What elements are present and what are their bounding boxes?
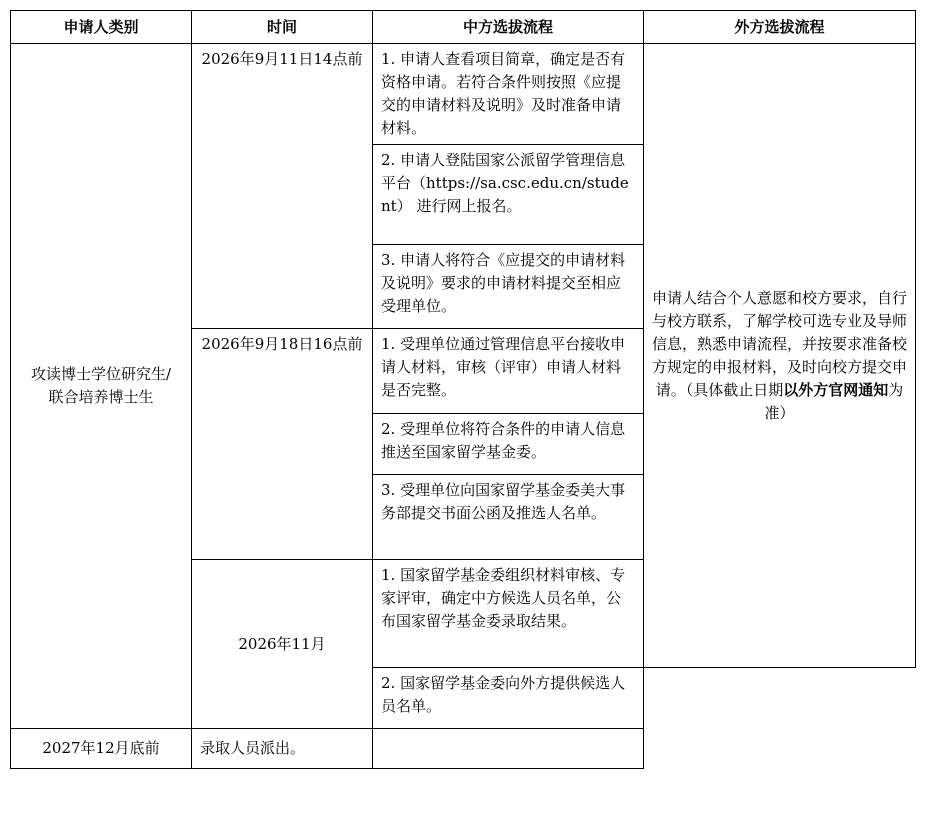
selection-process-table bbox=[10, 10, 916, 769]
step-cell: 1. 国家留学基金委组织材料审核、专家评审，确定中方候选人员名单，公布国家留学基金委录取结果。 bbox=[373, 560, 644, 668]
step-cell: 3. 申请人将符合《应提交的申请材料及说明》要求的申请材料提交至相应受理单位。 bbox=[373, 245, 644, 329]
time-cell-phase-1: 2026年9月11日14点前 bbox=[192, 44, 373, 329]
time-cell-phase-4: 2027年12月底前 bbox=[11, 729, 192, 769]
header-china-process: 中方选拔流程 bbox=[373, 11, 644, 44]
time-cell-phase-2: 2026年9月18日16点前 bbox=[192, 329, 373, 560]
step-cell: 录取人员派出。 bbox=[192, 729, 373, 769]
table-row bbox=[11, 729, 916, 769]
foreign-process-emphasis: 以外方官网通知 bbox=[783, 380, 889, 399]
step-cell: 2. 申请人登陆国家公派留学管理信息平台（https://sa.csc.edu.cn/student） 进行网上报名。 bbox=[373, 145, 644, 245]
category-line-2: 联合培养博士生 bbox=[48, 388, 154, 406]
time-cell-phase-3: 2026年11月 bbox=[192, 560, 373, 729]
header-foreign-process: 外方选拔流程 bbox=[644, 11, 916, 44]
empty-cell bbox=[373, 729, 644, 769]
category-line-1: 攻读博士学位研究生/ bbox=[30, 365, 172, 383]
table-row bbox=[11, 44, 916, 145]
foreign-process-text: 申请人结合个人意愿和校方要求，自行与校方联系，了解学校可选专业及导师信息，熟悉申请流程，并按要求准备校方规定的申报材料，及时向校方提交申请。（具体截止日期 bbox=[652, 288, 908, 399]
header-row bbox=[11, 11, 916, 44]
step-cell: 2. 国家留学基金委向外方提供候选人员名单。 bbox=[373, 668, 644, 729]
foreign-process-text-end: 为准） bbox=[764, 380, 904, 422]
foreign-process-cell bbox=[644, 44, 916, 668]
header-time: 时间 bbox=[192, 11, 373, 44]
header-category: 申请人类别 bbox=[11, 11, 192, 44]
step-cell: 2. 受理单位将符合条件的申请人信息推送至国家留学基金委。 bbox=[373, 414, 644, 475]
step-cell: 3. 受理单位向国家留学基金委美大事务部提交书面公函及推选人名单。 bbox=[373, 475, 644, 560]
step-cell: 1. 申请人查看项目简章，确定是否有资格申请。若符合条件则按照《应提交的申请材料及说明》及时准备申请材料。 bbox=[373, 44, 644, 145]
applicant-category-cell bbox=[11, 44, 192, 729]
step-cell: 1. 受理单位通过管理信息平台接收申请人材料，审核（评审）申请人材料是否完整。 bbox=[373, 329, 644, 414]
